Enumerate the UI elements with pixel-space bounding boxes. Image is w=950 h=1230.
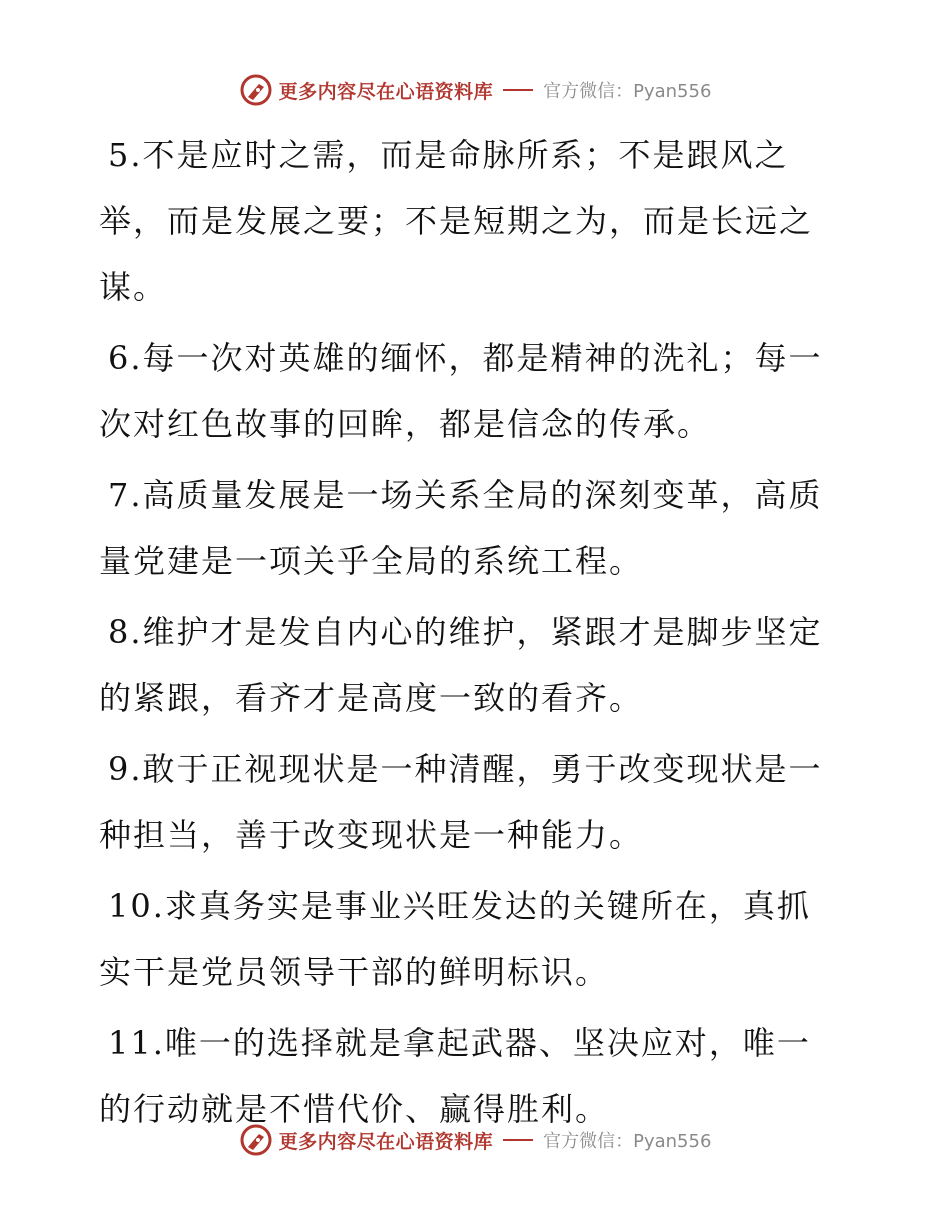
pen-nib-logo-icon [239,73,273,107]
paragraph-10: 10.求真务实是事业兴旺发达的关键所在，真抓实干是党员领导干部的鲜明标识。 [99,887,811,991]
paragraph-7: 7.高质量发展是一场关系全局的深刻变革，高质量党建是一项关乎全局的系统工程。 [99,476,823,580]
paragraph-5: 5.不是应时之需，而是命脉所系；不是跟风之举，而是发展之要；不是短期之为，而是长远之谋。 [99,136,814,306]
paragraph-9: 9.敢于正视现状是一种清醒，勇于改变现状是一种担当，善于改变现状是一种能力。 [99,750,823,854]
paragraph-6: 6.每一次对英雄的缅怀，都是精神的洗礼；每一次对红色故事的回眸，都是信念的传承。 [99,339,823,443]
watermark-suffix-text: 官方微信：Pyan556 [543,81,712,102]
paragraph-11: 11.唯一的选择就是拿起武器、坚决应对，唯一的行动就是不惜代价、赢得胜利。 [99,1024,811,1128]
watermark-separator [503,89,533,91]
watermark-main-text: 更多内容尽在心语资料库 [278,1130,494,1153]
footer-watermark [0,1120,950,1160]
document-body [99,122,844,1147]
watermark-main-text: 更多内容尽在心语资料库 [278,80,494,103]
watermark-suffix-text: 官方微信：Pyan556 [543,1131,712,1152]
watermark-separator [503,1139,533,1141]
header-watermark [0,70,950,110]
paragraph-8: 8.维护才是发自内心的维护，紧跟才是脚步坚定的紧跟，看齐才是高度一致的看齐。 [99,613,823,717]
pen-nib-logo-icon [239,1123,273,1157]
